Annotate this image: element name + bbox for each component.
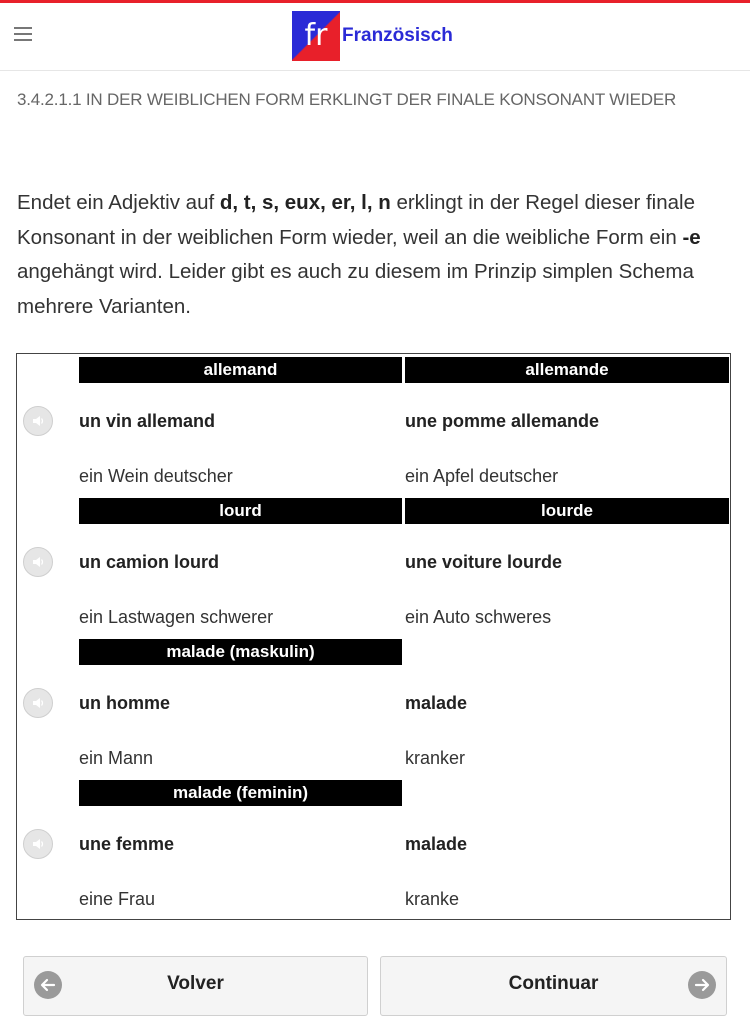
example-french-adjective: malade [405, 693, 468, 713]
intro-paragraph: Endet ein Adjektiv auf d, t, s, eux, er, l, n erklingt in der Regel dieser finale Konsonant in der weiblichen Form wieder, weil an die weibliche Form ein -e angehängt wird. Leider gibt es auch zu diesem im Prinzip simplen Schema mehrere Varianten. [17, 191, 701, 318]
group-header-feminine: lourde [405, 498, 729, 524]
example-french-feminine: une pomme allemande [405, 411, 600, 431]
group-header-masculine: allemand [79, 357, 402, 383]
app-logo: fr [292, 11, 340, 61]
translation-noun: ein Mann [79, 748, 154, 768]
speaker-icon[interactable] [23, 406, 53, 436]
speaker-icon[interactable] [23, 688, 53, 718]
translation-masculine: ein Lastwagen schwerer [79, 607, 274, 627]
example-french-masculine: un vin allemand [79, 411, 216, 431]
arrow-right-icon [688, 971, 716, 999]
translation-feminine: ein Apfel deutscher [405, 466, 559, 486]
hamburger-menu-icon[interactable] [14, 27, 32, 43]
example-french-noun: un homme [79, 693, 171, 713]
translation-adjective: kranke [405, 889, 460, 909]
group-header-feminine: allemande [405, 357, 729, 383]
group-header: malade (feminin) [79, 780, 402, 806]
translation-masculine: ein Wein deutscher [79, 466, 233, 486]
back-button-label: Volver [167, 973, 224, 994]
app-header [0, 3, 750, 71]
continue-button[interactable] [380, 956, 727, 1016]
example-french-masculine: un camion lourd [79, 552, 220, 572]
group-header: malade (maskulin) [79, 639, 402, 665]
example-french-adjective: malade [405, 834, 468, 854]
speaker-icon[interactable] [23, 547, 53, 577]
continue-button-label: Continuar [508, 973, 599, 994]
speaker-icon[interactable] [23, 829, 53, 859]
group-header-masculine: lourd [79, 498, 402, 524]
app-title: Französisch [342, 25, 453, 46]
example-french-feminine: une voiture lourde [405, 552, 563, 572]
translation-adjective: kranker [405, 748, 466, 768]
vocabulary-table [16, 353, 731, 920]
translation-noun: eine Frau [79, 889, 156, 909]
example-french-noun: une femme [79, 834, 175, 854]
back-button[interactable] [23, 956, 368, 1016]
section-title: 3.4.2.1.1 IN DER WEIBLICHEN FORM ERKLINGT DER FINALE KONSONANT WIEDER [17, 90, 677, 109]
translation-feminine: ein Auto schweres [405, 607, 552, 627]
